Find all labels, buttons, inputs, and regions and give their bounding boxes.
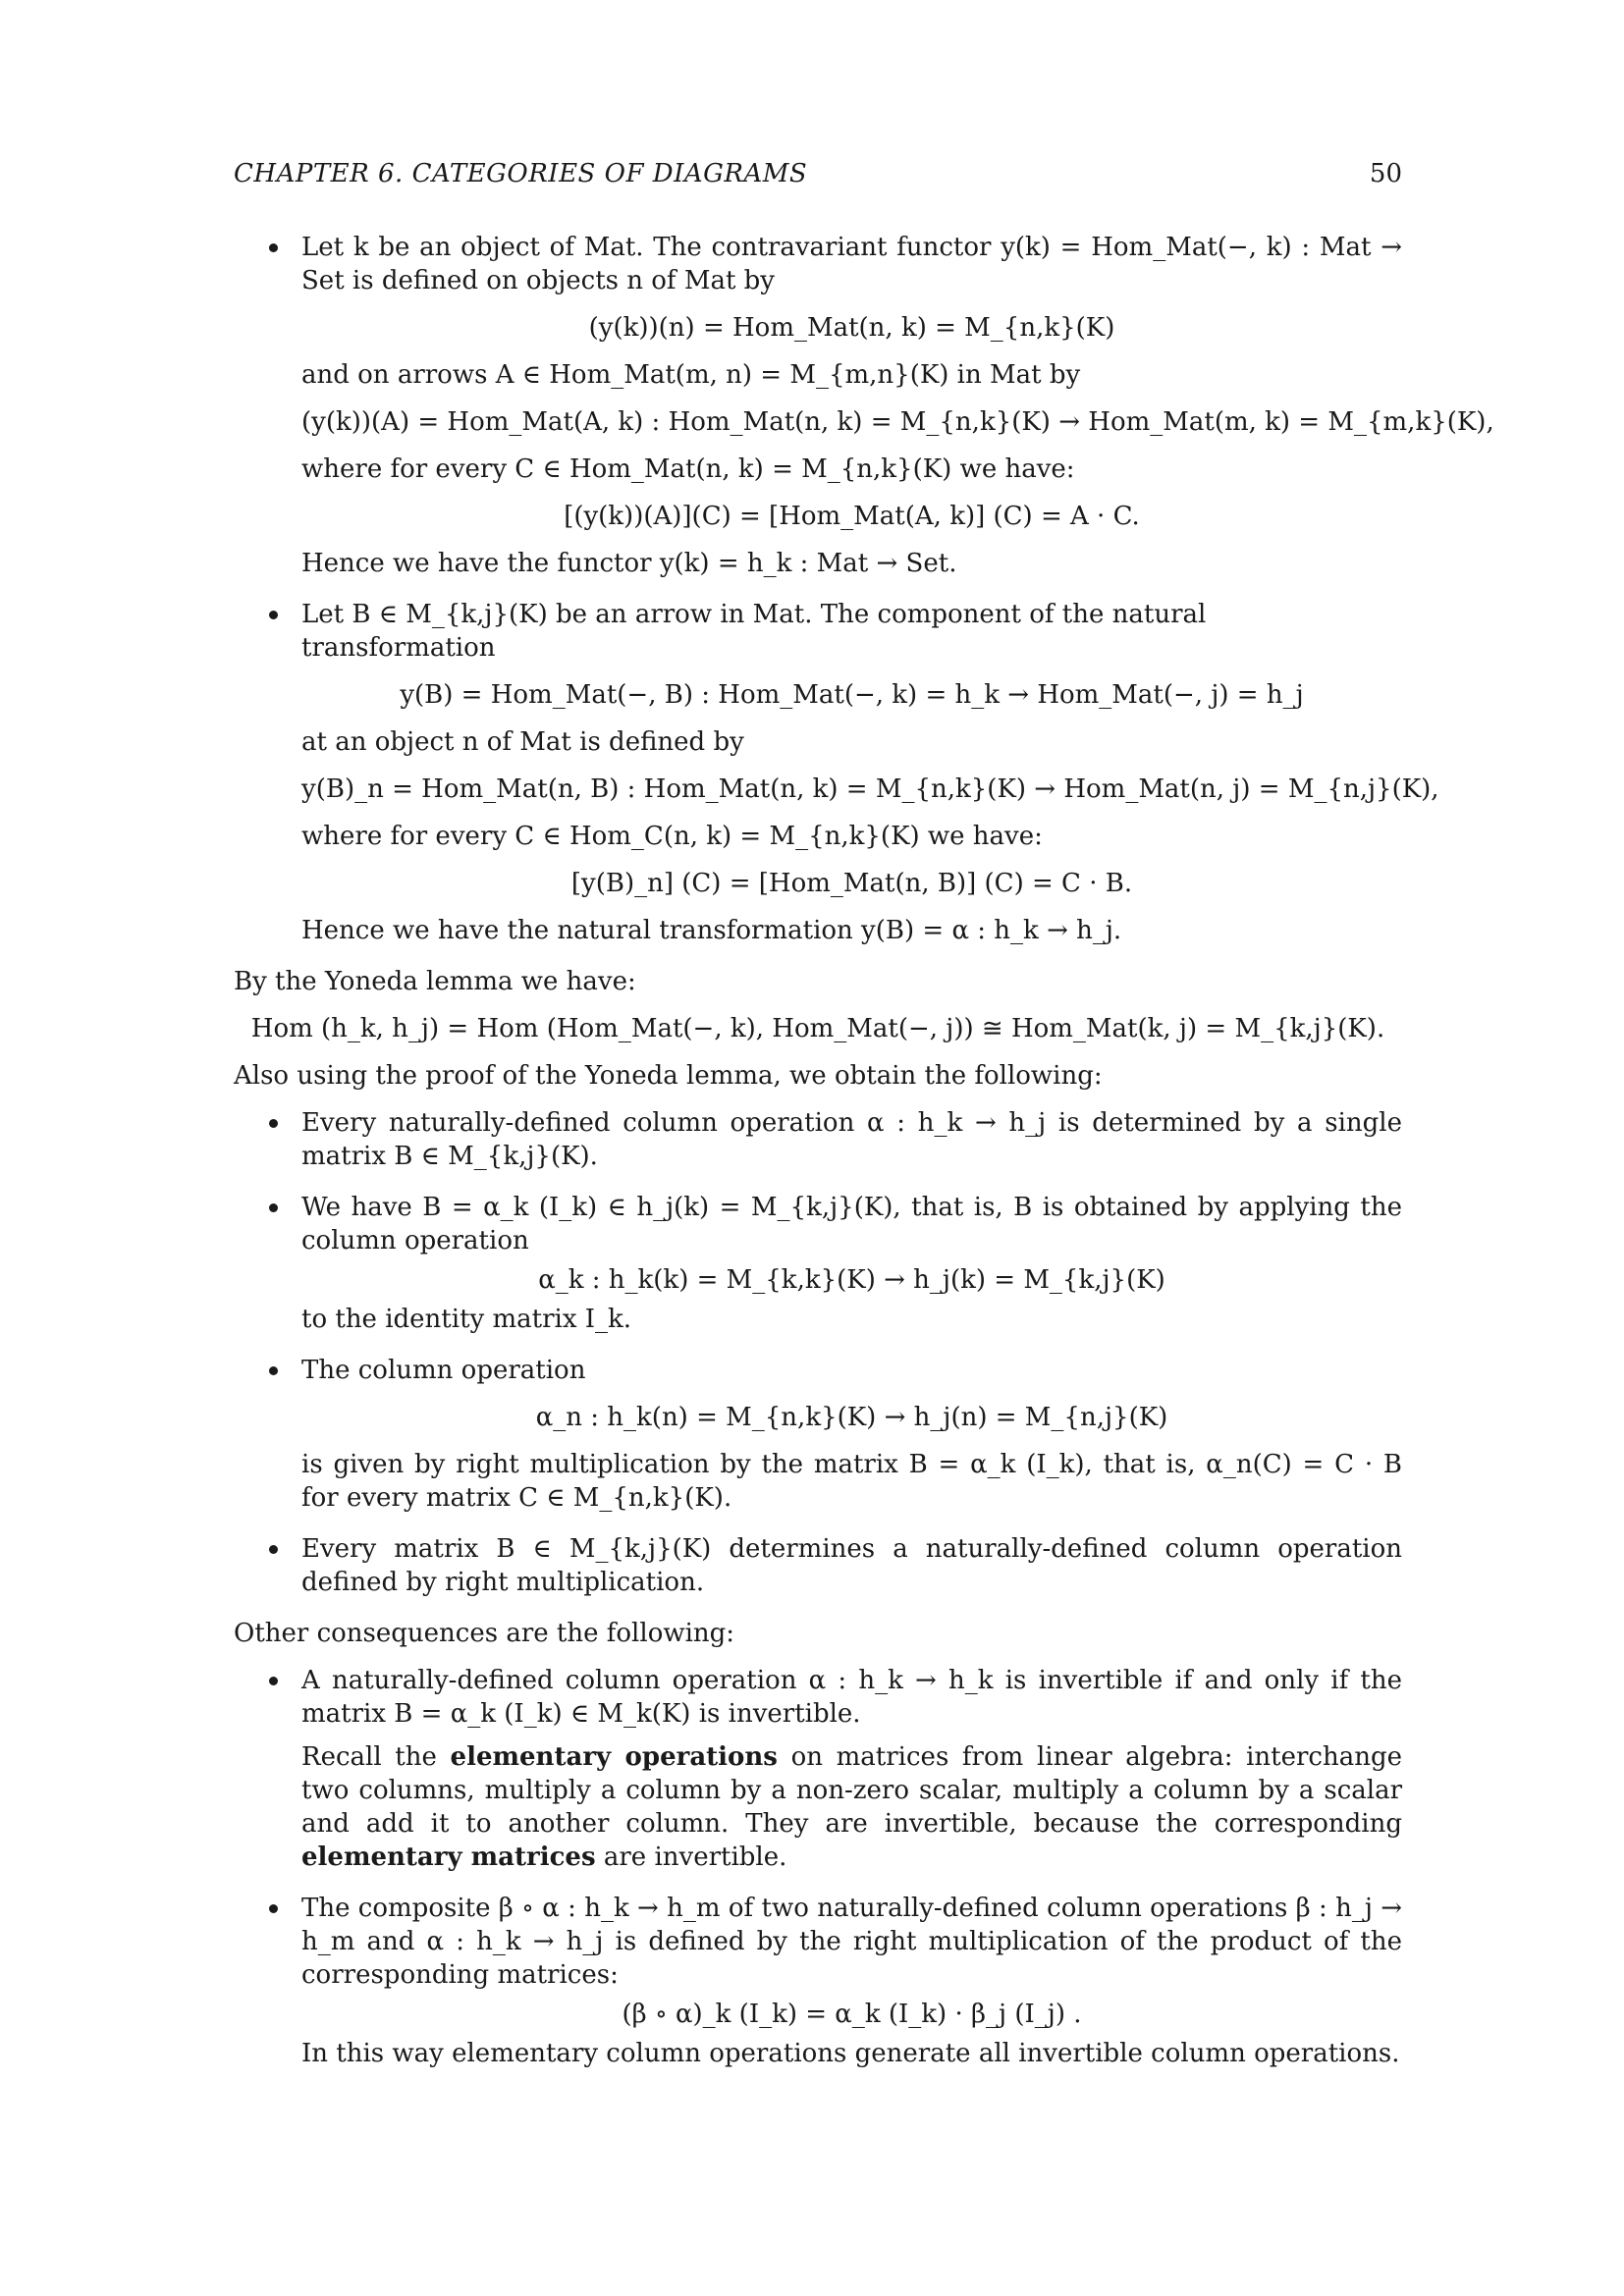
paragraph: A naturally-defined column operation α : h_k → h_k is invertible if and only if the matrix B = α_k (I_k) ∈ M_k(K) is invertible. bbox=[301, 1666, 1402, 1729]
list-item bbox=[234, 1532, 1402, 1599]
bullet-icon bbox=[269, 1119, 278, 1128]
bullet-icon bbox=[269, 1203, 278, 1212]
equation: [y(B)_n] (C) = [Hom_Mat(n, B)] (C) = C · B. bbox=[570, 869, 1133, 898]
paragraph: Every matrix B ∈ M_{k,j}(K) determines a naturally-defined column operation defined by right multiplication. bbox=[301, 1534, 1402, 1597]
equation: α_k : h_k(k) = M_{k,k}(K) → h_j(k) = M_{k,j}(K) bbox=[538, 1265, 1165, 1295]
bullet-icon bbox=[269, 243, 278, 252]
paragraph: to the identity matrix I_k. bbox=[301, 1305, 632, 1334]
equation: (y(k))(n) = Hom_Mat(n, k) = M_{n,k}(K) bbox=[588, 313, 1115, 343]
bullet-icon bbox=[269, 1904, 278, 1913]
paragraph: Also using the proof of the Yoneda lemma, we obtain the following: bbox=[234, 1061, 1103, 1091]
paragraph: Hence we have the natural transformation y(B) = α : h_k → h_j. bbox=[301, 916, 1122, 945]
term-elementary-matrices: elementary matrices bbox=[301, 1842, 596, 1872]
term-elementary-operations: elementary operations bbox=[450, 1742, 778, 1772]
paragraph: We have B = α_k (I_k) ∈ h_j(k) = M_{k,j}(K), that is, B is obtained by applying the column operation bbox=[301, 1193, 1402, 1255]
bullet-icon bbox=[269, 1366, 278, 1375]
bullet-icon bbox=[269, 611, 278, 619]
list-item bbox=[234, 231, 1494, 580]
equation: y(B) = Hom_Mat(−, B) : Hom_Mat(−, k) = h_k → Hom_Mat(−, j) = h_j bbox=[400, 680, 1304, 710]
paragraph: Other consequences are the following: bbox=[234, 1619, 735, 1648]
bullet-icon bbox=[269, 1677, 278, 1685]
text-run: are invertible. bbox=[595, 1842, 787, 1872]
paragraph: By the Yoneda lemma we have: bbox=[234, 967, 636, 996]
list-item bbox=[234, 598, 1439, 947]
equation: α_n : h_k(n) = M_{n,k}(K) → h_j(n) = M_{n,j}(K) bbox=[535, 1403, 1168, 1432]
list-item bbox=[234, 1892, 1402, 2070]
paragraph: The column operation bbox=[301, 1356, 586, 1385]
paragraph: Let B ∈ M_{k,j}(K) be an arrow in Mat. The component of the natural transformation bbox=[301, 600, 1207, 663]
paragraph: The composite β ∘ α : h_k → h_m of two naturally-defined column operations β : h_j → h_m and α : h_k → h_j is defined by the right multiplication of the product of the corresponding matrices: bbox=[301, 1894, 1402, 1990]
paragraph: Let k be an object of Mat. The contravariant functor y(k) = Hom_Mat(−, k) : Mat → Set is defined on objects n of Mat by bbox=[301, 233, 1402, 295]
paragraph: where for every C ∈ Hom_C(n, k) = M_{n,k}(K) we have: bbox=[301, 822, 1043, 851]
page-number: 50 bbox=[1369, 159, 1402, 188]
bullet-icon bbox=[269, 1545, 278, 1554]
chapter-title: CHAPTER 6. CATEGORIES OF DIAGRAMS bbox=[234, 159, 808, 188]
text-run: Recall the bbox=[301, 1742, 451, 1772]
list-item bbox=[234, 1354, 1402, 1515]
equation: (β ∘ α)_k (I_k) = α_k (I_k) · β_j (I_j) . bbox=[622, 2000, 1082, 2029]
list-item bbox=[234, 1664, 1402, 1874]
paragraph: In this way elementary column operations generate all invertible column operations. bbox=[301, 2039, 1400, 2068]
paragraph bbox=[301, 1740, 1402, 1874]
paragraph: where for every C ∈ Hom_Mat(n, k) = M_{n,k}(K) we have: bbox=[301, 454, 1075, 484]
page-body bbox=[234, 231, 1494, 2088]
equation: [(y(k))(A)](C) = [Hom_Mat(A, k)] (C) = A · C. bbox=[564, 502, 1140, 531]
paragraph: Hence we have the functor y(k) = h_k : Mat → Set. bbox=[301, 549, 957, 578]
paragraph: Every naturally-defined column operation α : h_k → h_j is determined by a single matrix B ∈ M_{k,j}(K). bbox=[301, 1108, 1402, 1171]
paragraph: at an object n of Mat is defined by bbox=[301, 727, 744, 757]
list-item bbox=[234, 1191, 1402, 1336]
equation: Hom (h_k, h_j) = Hom (Hom_Mat(−, k), Hom_Mat(−, j)) ≅ Hom_Mat(k, j) = M_{k,j}(K). bbox=[250, 1014, 1385, 1043]
equation: y(B)_n = Hom_Mat(n, B) : Hom_Mat(n, k) = M_{n,k}(K) → Hom_Mat(n, j) = M_{n,j}(K), bbox=[301, 774, 1439, 804]
text-run: on matrices from linear algebra: interchange two columns, multiply a column by a non-zero scalar, multiply a column by a scalar and add it to another column. They are invertible, because the corresponding bbox=[301, 1742, 1403, 1839]
list-item bbox=[234, 1106, 1402, 1173]
page-header bbox=[234, 157, 1402, 190]
paragraph: and on arrows A ∈ Hom_Mat(m, n) = M_{m,n}(K) in Mat by bbox=[301, 360, 1081, 390]
equation: (y(k))(A) = Hom_Mat(A, k) : Hom_Mat(n, k) = M_{n,k}(K) → Hom_Mat(m, k) = M_{m,k}(K), bbox=[301, 407, 1494, 437]
paragraph: is given by right multiplication by the matrix B = α_k (I_k), that is, α_n(C) = C · B for every matrix C ∈ M_{n,k}(K). bbox=[301, 1450, 1402, 1513]
